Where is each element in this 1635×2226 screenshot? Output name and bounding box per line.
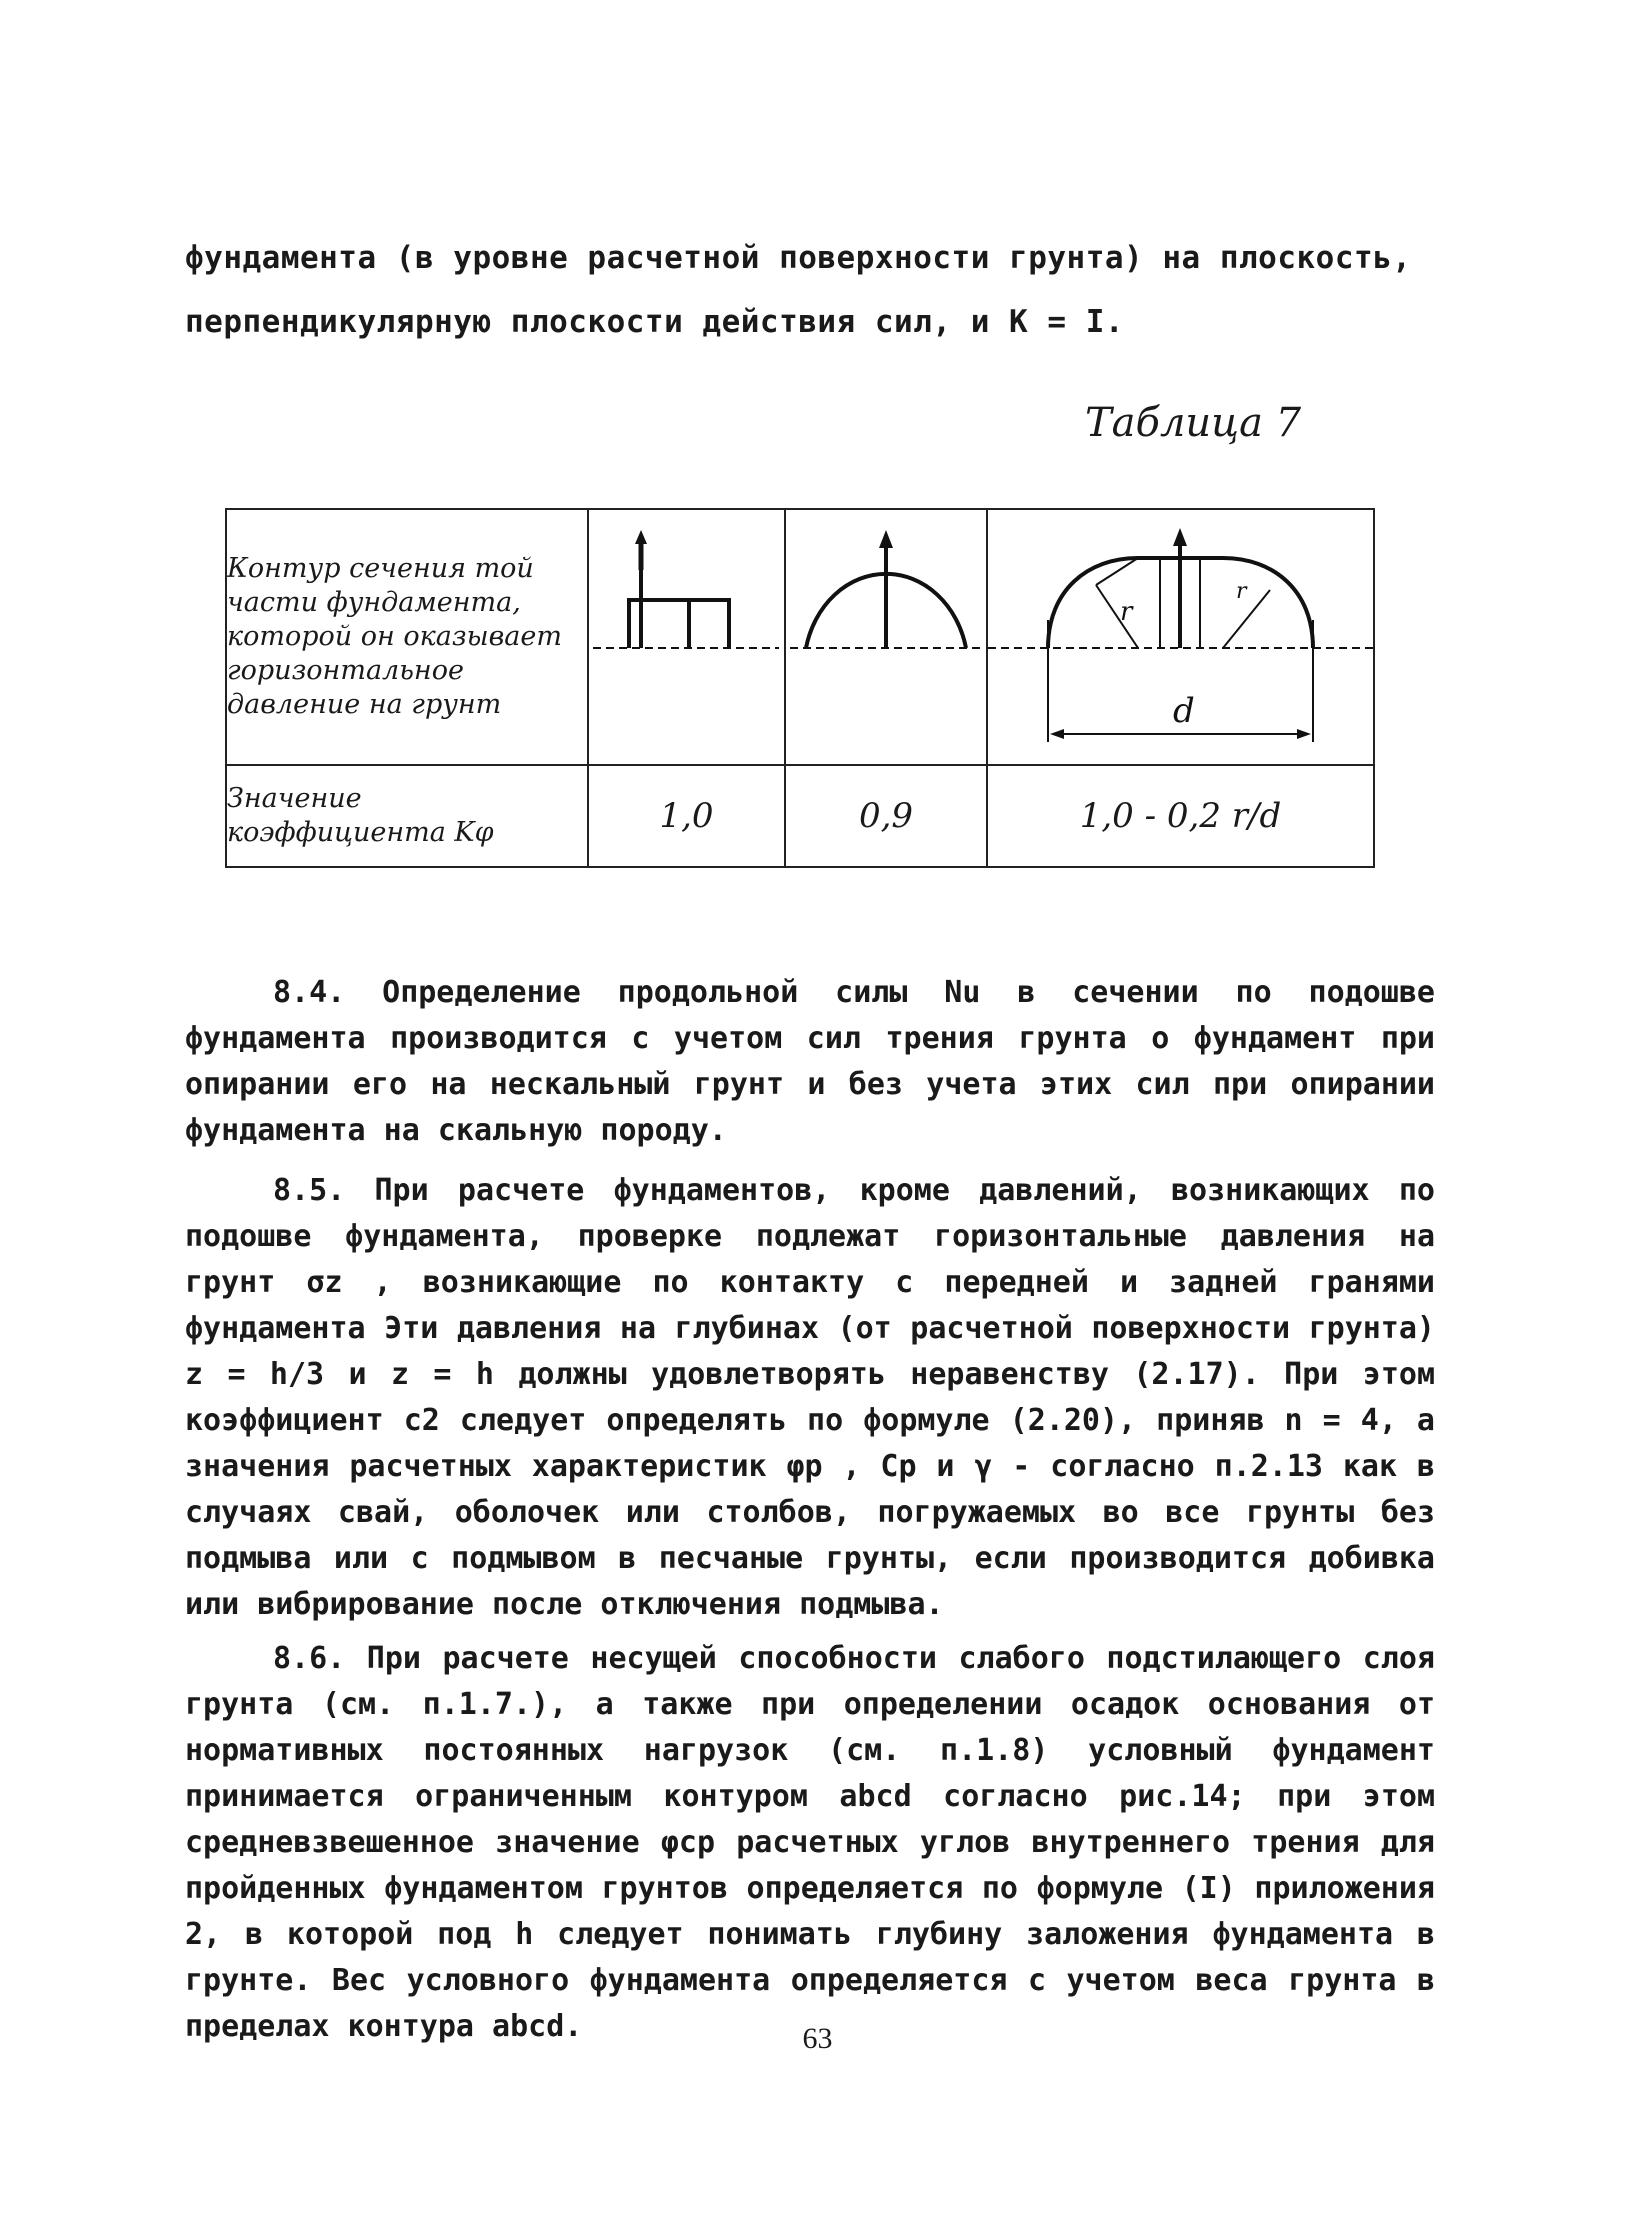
intro-line-2: перпендикулярную плоскости действия сил, и K = I. [185, 304, 1125, 340]
coef-value-3: 1,0 - 0,2 r/d [987, 765, 1374, 867]
label-r-right: r [1236, 579, 1247, 604]
coef-value-1: 1,0 [588, 765, 785, 867]
diagram-rounded-rect [987, 509, 1374, 765]
label-d: d [1173, 691, 1195, 731]
intro-line-1: фундамента (в уровне расчетной поверхности грунта) на плоскость, [185, 240, 1412, 276]
table-7 [225, 508, 1375, 868]
diagram-two-posts [588, 509, 785, 765]
paragraph-8-5-text: 8.5. При расчете фундаментов, кроме давлений, возникающих по подошве фундамента, проверке подлежат горизонтальные давления на грунт σz , возникающие по контакту с передней и задней гранями фундамента Эти давления на глубинах (от расчетной поверхности грунта) z = h/3 и z = h должны удовлетворять неравенству (2.17). При этом коэффициент c2 следует определять по формуле (2.20), приняв n = 4, а значения расчетных характеристик φp , Cp и γ - согласно п.2.13 как в случаях свай, оболочек или столбов, погружаемых во все грунты без подмыва или с подмывом в песчаные грунты, если производится добивка или вибрирование после отключения подмыва. [185, 1173, 1435, 1622]
coef-value-2: 0,9 [785, 765, 987, 867]
label-r-left: r [1120, 597, 1133, 627]
page-number: 63 [802, 2022, 833, 2055]
paragraph-8-6 [185, 1636, 1435, 2050]
arch-diagram [786, 510, 986, 760]
diagram-arch [785, 509, 987, 765]
paragraph-8-4 [185, 970, 1435, 1154]
paragraph-8-5 [185, 1168, 1435, 1628]
paragraph-8-6-text: 8.6. При расчете несущей способности слабого подстилающего слоя грунта (см. п.1.7.), а также при определении осадок основания от нормативных постоянных нагрузок (см. п.1.8) условный фундамент принимается ограниченным контуром abcd согласно рис.14; при этом средневзвешенное значение φcp расчетных углов внутреннего трения для пройденных фундаментом грунтов определяется по формуле (I) приложения 2, в которой под h следует понимать глубину заложения фундамента в грунте. Вес условного фундамента определяется с учетом веса грунта в пределах контура abcd. [185, 1641, 1435, 2044]
paragraph-8-4-text: 8.4. Определение продольной силы Nu в сечении по подошве фундамента производится с учетом сил трения грунта о фундамент при опирании его на нескальный грунт и без учета этих сил при опирании фундамента на скальную породу. [185, 975, 1435, 1148]
two-posts-diagram [589, 510, 784, 760]
table-caption: Таблица 7 [1085, 400, 1302, 446]
row-label-coefficient: Значение коэффициента Kφ [226, 765, 588, 867]
row-label-contour: Контур сечения той части фундамента, которой он оказывает горизонтальное давление на грунт [226, 509, 588, 765]
rounded-section-diagram [988, 510, 1373, 760]
